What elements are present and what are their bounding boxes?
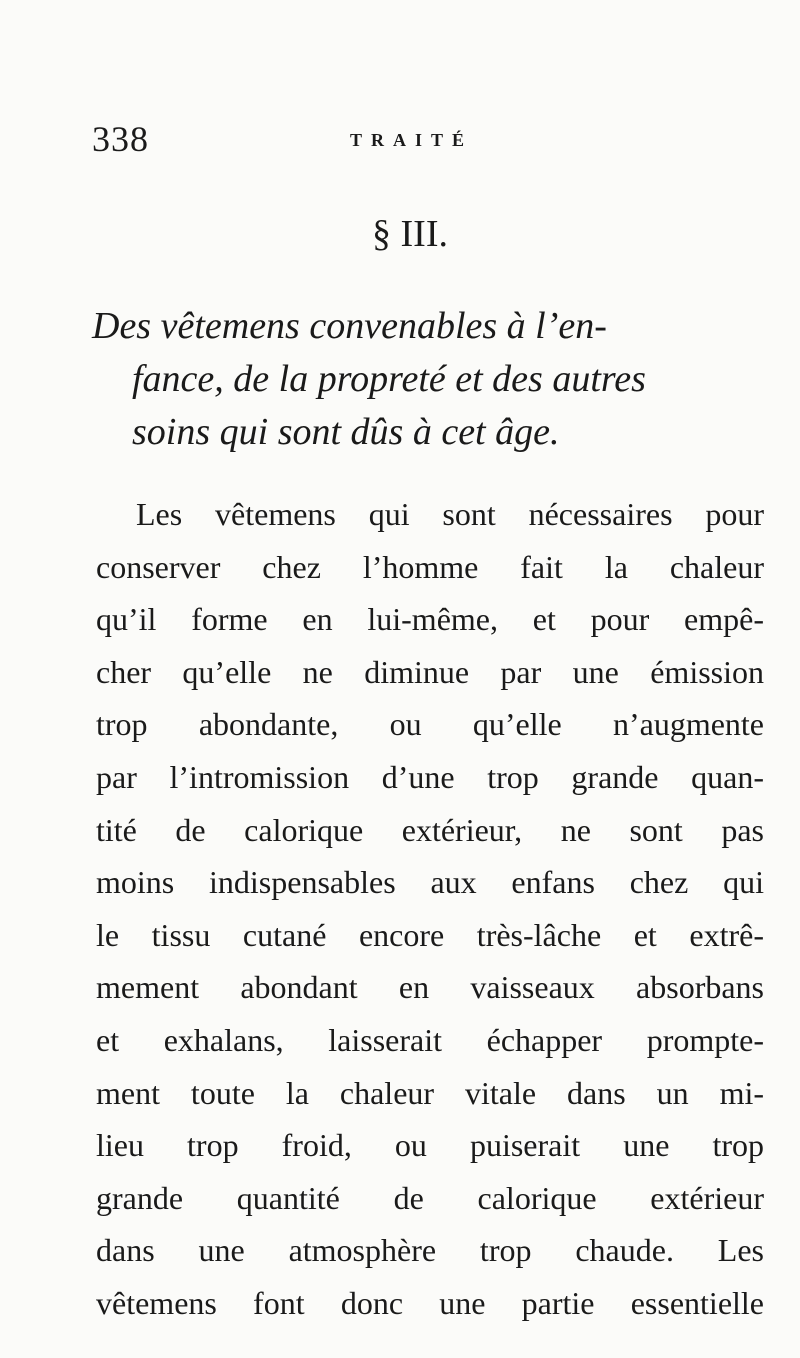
body-line: le tissu cutané encore très-lâche et extrê- [96,916,764,953]
body-line: qu’il forme en lui-même, et pour empê- [96,601,764,638]
body-line: cher qu’elle ne diminue par une émission [96,653,764,690]
body-line: moins indispensables aux enfans chez qui [96,864,764,901]
section-title [92,300,762,459]
body-line: conserver chez l’homme fait la chaleur [96,548,764,585]
section-title-line: fance, de la propreté et des autres [132,358,646,400]
body-line: et exhalans, laisserait échapper prompte- [96,1021,764,1058]
section-title-line: Des vêtemens convenables à l’en- [92,305,607,347]
section-title-line: soins qui sont dûs à cet âge. [132,411,560,453]
body-line: trop abondante, ou qu’elle n’augmente [96,706,764,743]
body-line: Les vêtemens qui sont nécessaires pour [136,496,764,532]
body-line: lieu trop froid, ou puiserait une trop [96,1127,764,1164]
page-header [92,118,752,158]
body-line: mement abondant en vaisseaux absorbans [96,969,764,1006]
body-line: dans une atmosphère trop chaude. Les [96,1232,764,1269]
body-line: ment toute la chaleur vitale dans un mi- [96,1074,764,1111]
body-paragraph [96,488,764,1330]
body-line: grande quantité de calorique extérieur [96,1179,764,1216]
section-number: § III. [372,213,448,255]
body-line: par l’intromission d’une trop grande quan- [96,758,764,795]
page-number: 338 [92,119,149,159]
running-head: TRAITÉ [350,130,474,150]
body-line: vêtemens font donc une partie essentielle [96,1284,764,1321]
body-line: tité de calorique extérieur, ne sont pas [96,811,764,848]
